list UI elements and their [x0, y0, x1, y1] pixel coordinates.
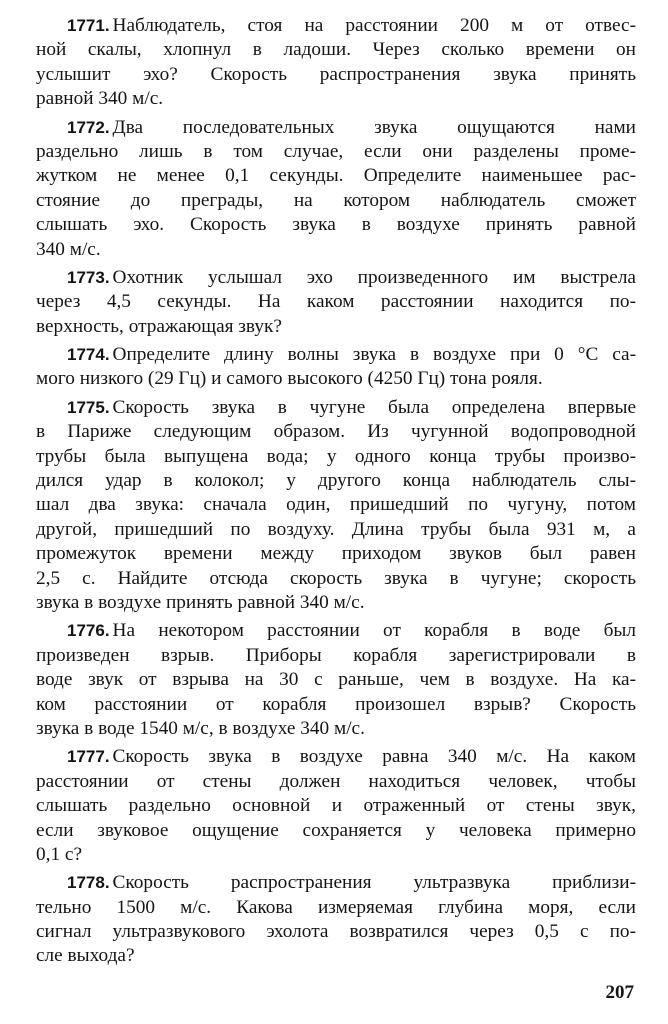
- problem-text: воде звук от взрыва на 30 с раньше, чем в воздухе. На ка-: [36, 669, 636, 691]
- problem-text-line: [36, 920, 636, 944]
- problem-text: жутком не менее 0,1 секунды. Определите наименьшее рас-: [36, 165, 636, 187]
- problem-text: сле выхода?: [36, 945, 135, 967]
- problem-text: равной 340 м/с.: [36, 88, 164, 110]
- problem-number: 1777.: [67, 747, 110, 767]
- problem-text: ком расстоянии от корабля произошел взрыв? Скорость: [36, 693, 636, 715]
- problem-text: услышит эхо? Скорость распространения звука принять: [36, 63, 636, 85]
- problem-text-line: [36, 189, 636, 213]
- problem-text: Скорость звука в чугуне была определена впервые: [112, 396, 636, 418]
- problem-text: в Париже следующим образом. Из чугунной водопроводной: [36, 421, 636, 443]
- problem-text-line: [36, 87, 636, 111]
- problem-text: расстоянии от стены должен находиться человек, чтобы: [36, 770, 636, 792]
- problem-text-line: [36, 518, 636, 542]
- problem-text-line: [36, 944, 636, 968]
- problem-text-line: [36, 315, 636, 339]
- problem-1774: [36, 343, 636, 392]
- problem-text-line: [36, 693, 636, 717]
- problem-1777: [36, 745, 636, 867]
- problem-text: мого низкого (29 Гц) и самого высокого (4250 Гц) тона рояля.: [36, 368, 543, 390]
- problem-text: стояние до преграды, на котором наблюдатель сможет: [36, 189, 636, 211]
- problem-1773: [36, 266, 636, 339]
- problem-text-line: [36, 770, 636, 794]
- problem-1771: [36, 14, 636, 112]
- page-number: 207: [605, 982, 634, 1003]
- problem-text-line: [36, 717, 636, 741]
- problem-text: Определите длину волны звука в воздухе при 0 °С са-: [112, 344, 636, 366]
- problem-text: верхность, отражающая звук?: [36, 315, 282, 337]
- problem-number: 1778.: [67, 873, 110, 893]
- problem-text-line: [36, 396, 636, 420]
- problem-text-line: [36, 745, 636, 769]
- problem-text: 0,1 с?: [36, 843, 83, 865]
- problem-text: произведен взрыв. Приборы корабля зарегистрировали в: [36, 644, 636, 666]
- problem-text: На некотором расстоянии от корабля в воде был: [112, 620, 636, 642]
- problem-text-line: [36, 14, 636, 38]
- problem-text-line: [36, 445, 636, 469]
- problem-text: через 4,5 секунды. На каком расстоянии находится по-: [36, 291, 636, 313]
- problem-number: 1774.: [67, 345, 110, 365]
- problem-text-line: [36, 668, 636, 692]
- problem-text: слышать эхо. Скорость звука в воздухе принять равной: [36, 214, 636, 236]
- problem-text-line: [36, 896, 636, 920]
- problem-text-line: [36, 164, 636, 188]
- problem-text: шал два звука: сначала один, пришедший по чугуну, потом: [36, 494, 636, 516]
- problem-text: промежуток времени между приходом звуков был равен: [36, 543, 636, 565]
- problem-text-line: [36, 420, 636, 444]
- problem-text-line: [36, 567, 636, 591]
- problem-1778: [36, 871, 636, 969]
- problem-text-line: [36, 238, 636, 262]
- problem-text-line: [36, 469, 636, 493]
- problem-number: 1773.: [67, 267, 110, 287]
- problem-text: другой, пришедший по воздуху. Длина трубы была 931 м, а: [36, 518, 636, 540]
- problem-text: слышать раздельно основной и отраженный от стены звук,: [36, 795, 636, 817]
- problem-text: Скорость звука в воздухе равна 340 м/с. На каком: [112, 746, 636, 768]
- problem-list: [36, 14, 636, 973]
- problem-text: если звуковое ощущение сохраняется у человека примерно: [36, 819, 636, 841]
- problem-text: сигнал ультразвукового эхолота возвратился через 0,5 с по-: [36, 921, 636, 943]
- problem-1776: [36, 619, 636, 741]
- problem-text-line: [36, 591, 636, 615]
- problem-text-line: [36, 871, 636, 895]
- problem-1772: [36, 116, 636, 262]
- problem-text-line: [36, 38, 636, 62]
- problem-text: звука в воде 1540 м/с, в воздухе 340 м/с.: [36, 717, 365, 739]
- problem-text-line: [36, 843, 636, 867]
- problem-text-line: [36, 819, 636, 843]
- problem-text: 340 м/с.: [36, 238, 101, 260]
- problem-text-line: [36, 116, 636, 140]
- problem-text-line: [36, 542, 636, 566]
- problem-text-line: [36, 140, 636, 164]
- problem-1775: [36, 396, 636, 616]
- problem-text-line: [36, 63, 636, 87]
- problem-number: 1771.: [67, 16, 110, 35]
- problem-text: раздельно лишь в том случае, если они разделены проме-: [36, 140, 636, 162]
- problem-number: 1775.: [67, 397, 110, 417]
- problem-number: 1772.: [67, 117, 110, 137]
- problem-text-line: [36, 290, 636, 314]
- problem-text-line: [36, 644, 636, 668]
- problem-text-line: [36, 343, 636, 367]
- problem-text-line: [36, 794, 636, 818]
- problem-text: дился удар в колокол; у другого конца наблюдатель слы-: [36, 470, 636, 492]
- problem-text: трубы была выпущена вода; у одного конца трубы произво-: [36, 445, 636, 467]
- problem-text: Два последовательных звука ощущаются нами: [112, 116, 636, 138]
- problem-text-line: [36, 213, 636, 237]
- problem-text-line: [36, 367, 636, 391]
- problem-text: ной скалы, хлопнул в ладоши. Через сколько времени он: [36, 39, 636, 61]
- problem-text: звука в воздухе принять равной 340 м/с.: [36, 591, 365, 613]
- problem-text: 2,5 с. Найдите отсюда скорость звука в чугуне; скорость: [36, 567, 636, 589]
- problem-text: Скорость распространения ультразвука приблизи-: [112, 872, 636, 894]
- problem-text-line: [36, 266, 636, 290]
- problem-text: тельно 1500 м/с. Какова измеряемая глубина моря, если: [36, 896, 636, 918]
- problem-text-line: [36, 493, 636, 517]
- problem-text: Наблюдатель, стоя на расстоянии 200 м от отвес-: [112, 15, 636, 36]
- problem-text: Охотник услышал эхо произведенного им выстрела: [112, 266, 636, 288]
- problem-number: 1776.: [67, 621, 110, 641]
- problem-text-line: [36, 619, 636, 643]
